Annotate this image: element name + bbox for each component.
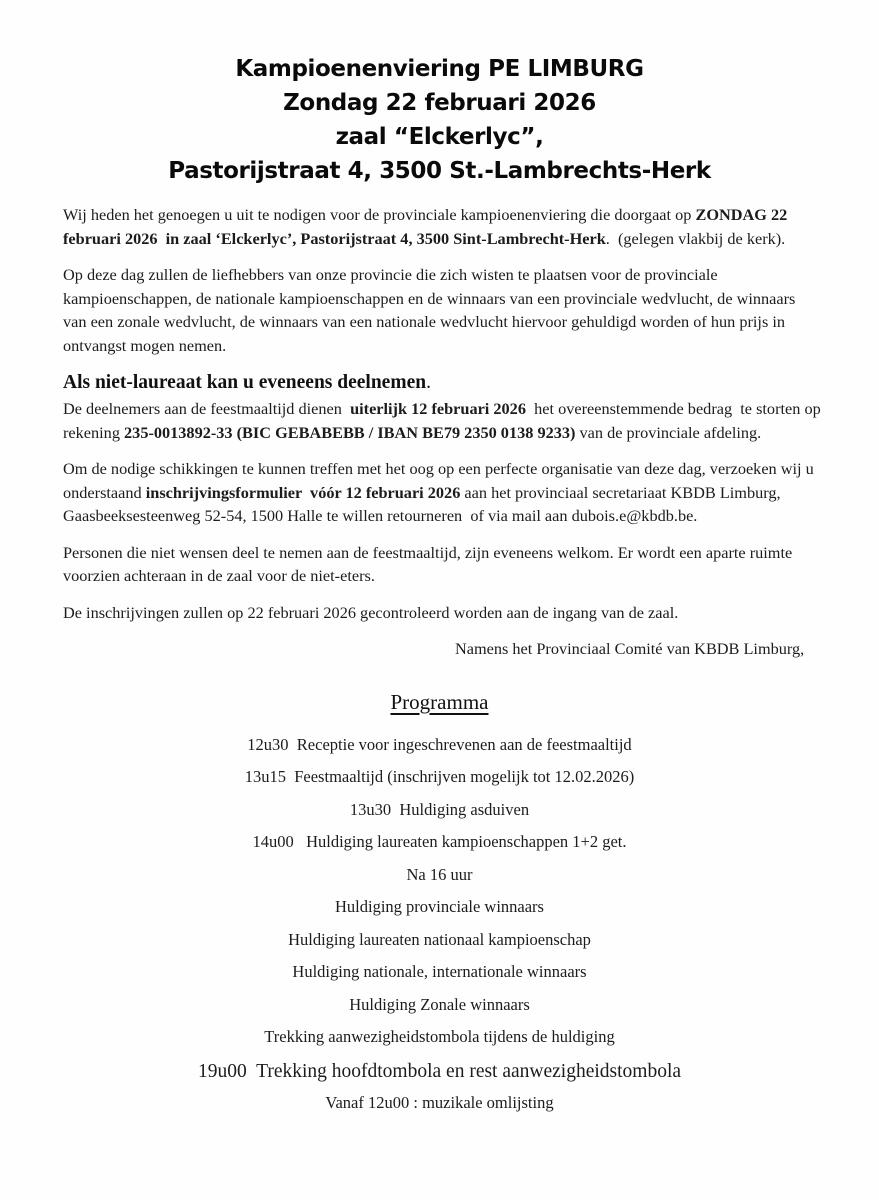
programme-item: Huldiging provinciale winnaars bbox=[335, 897, 544, 916]
programme-section bbox=[0, 690, 879, 1113]
programme-item: 19u00 Trekking hoofdtombola en rest aanwezigheidstombola bbox=[197, 1060, 682, 1082]
programme-item: Huldiging laureaten nationaal kampioenschap bbox=[288, 929, 591, 949]
programme-item: 13u15 Feestmaaltijd (inschrijven mogelijk tot 12.02.2026) bbox=[244, 767, 635, 786]
programme-item: Huldiging nationale, internationale winnaars bbox=[292, 962, 587, 981]
programme-title-wrap bbox=[0, 690, 879, 735]
document-title bbox=[0, 0, 879, 188]
paragraph-invitation: Wij heden het genoegen u uit te nodigen voor de provinciale kampioenenviering die doorgaat op ZONDAG 22 februari 2026 in zaal ‘Elckerlyc’, Pastorijstraat 4, 3500 Sint-Lambrecht-Herk. (gelegen vlakbij de kerk). bbox=[63, 205, 788, 248]
programme-list bbox=[0, 735, 879, 1113]
heading-non-laureate: Als niet-laureaat kan u eveneens deelnemen. bbox=[63, 372, 431, 393]
paragraph-honorees: Op deze dag zullen de liefhebbers van onze provincie die zich wisten te plaatsen voor de provinciale kampioenschappen, de nationale kampioenschappen en de winnaars van een provinciale wedvlucht, de winnaars van een zonale wedvlucht, de winnaars van een nationale wedvlucht hiervoor gehuldigd worden of hun prijs in ontvangst mogen nemen. bbox=[63, 265, 796, 355]
title-line-date: Zondag 22 februari 2026 bbox=[283, 90, 596, 116]
programme-item: Trekking aanwezigheidstombola tijdens de huldiging bbox=[264, 1027, 615, 1046]
programme-item: 14u00 Huldiging laureaten kampioenschappen 1+2 get. bbox=[252, 832, 627, 851]
signoff: Namens het Provinciaal Comité van KBDB Limburg, bbox=[455, 639, 805, 658]
programme-item: 12u30 Receptie voor ingeschrevenen aan de feestmaaltijd bbox=[247, 734, 632, 754]
programme-item: Huldiging Zonale winnaars bbox=[349, 994, 530, 1014]
paragraph-registration: Om de nodige schikkingen te kunnen treffen met het oog op een perfecte organisatie van deze dag, verzoeken wij u onderstaand inschrijvingsformulier vóór 12 februari 2026 aan het provinciaal secretariaat KBDB Limburg, Gaasbeeksesteenweg 52-54, 1500 Halle te willen retourneren of via mail aan dubois.e@kbdb.be. bbox=[63, 459, 814, 525]
letter-body bbox=[0, 188, 879, 661]
title-line-venue: zaal “Elckerlyc”, bbox=[335, 124, 544, 150]
paragraph-payment: De deelnemers aan de feestmaaltijd dienen uiterlijk 12 februari 2026 het overeenstemmende bedrag te storten op rekening 235-0013892-33 (BIC GEBABEBB / IBAN BE79 2350 0138 9233) van de provinciale afdeling. bbox=[63, 399, 821, 442]
paragraph-non-eaters: Personen die niet wensen deel te nemen aan de feestmaaltijd, zijn eveneens welkom. Er wordt een aparte ruimte voorzien achteraan in de zaal voor de niet-eters. bbox=[63, 542, 793, 585]
title-line-address: Pastorijstraat 4, 3500 St.-Lambrechts-Herk bbox=[168, 158, 711, 184]
paragraph-entry-check: De inschrijvingen zullen op 22 februari 2026 gecontroleerd worden aan de ingang van de zaal. bbox=[63, 602, 679, 622]
programme-item: Na 16 uur bbox=[406, 864, 473, 884]
title-line-event: Kampioenenviering PE LIMBURG bbox=[235, 56, 644, 82]
programme-item: Vanaf 12u00 : muzikale omlijsting bbox=[325, 1092, 554, 1112]
programme-item: 13u30 Huldiging asduiven bbox=[349, 799, 530, 819]
programme-title: Programma bbox=[390, 689, 489, 714]
